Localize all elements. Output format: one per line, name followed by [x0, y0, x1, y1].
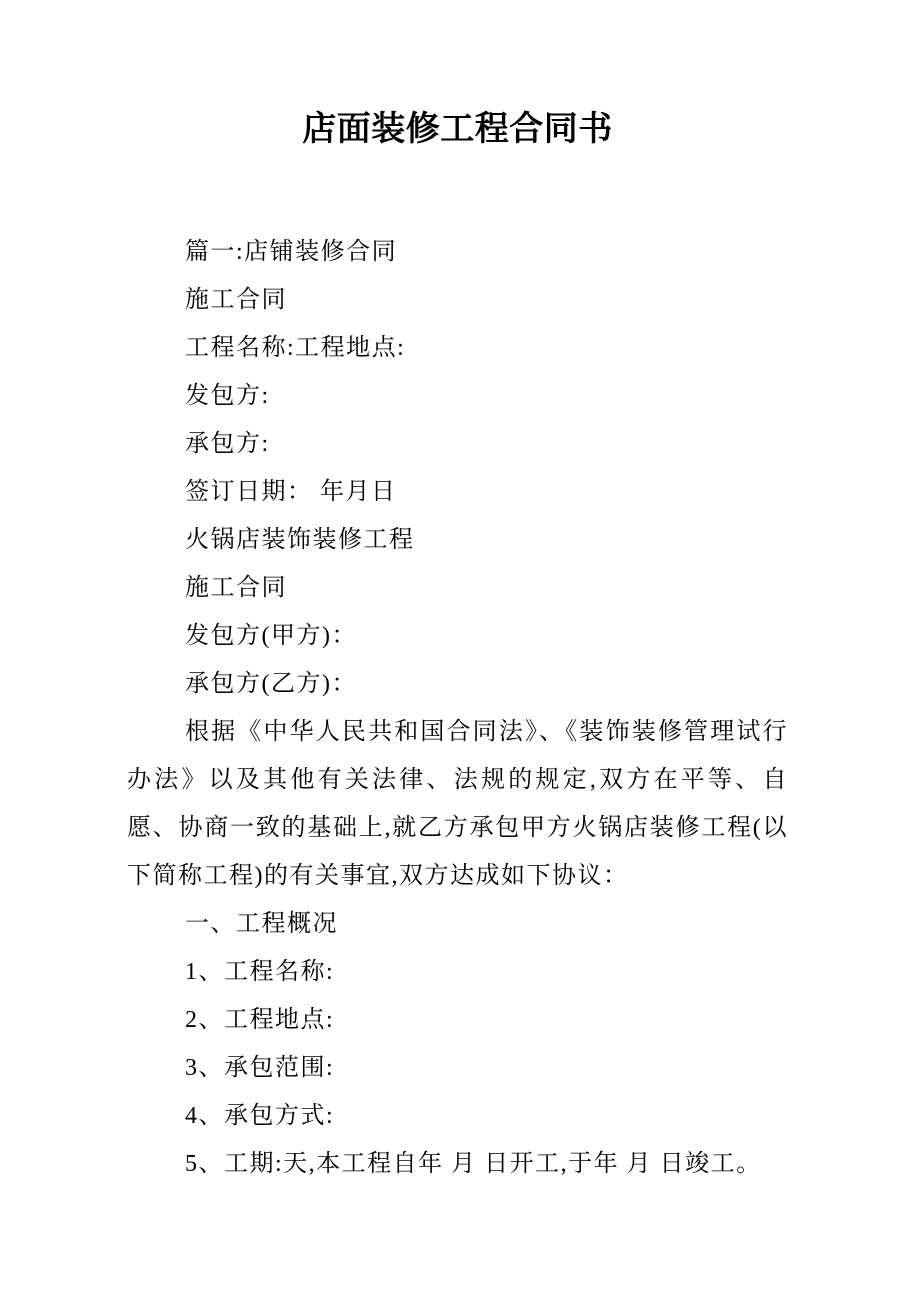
paragraph-preamble: 根据《中华人民共和国合同法》、《装饰装修管理试行办法》以及其他有关法律、法规的规定,双方在平等、自愿、协商一致的基础上,就乙方承包甲方火锅店装修工程(以下简称工程)的有关事宜,双方达成如下协议： [127, 719, 788, 889]
paragraph-party-a: 发包方(甲方)： [185, 623, 357, 649]
paragraph-item-2-project-location: 2、工程地点: [185, 1007, 335, 1033]
document-body [127, 228, 788, 1188]
paragraph-contractor: 承包方: [185, 431, 270, 457]
paragraph-construction-contract-2: 施工合同 [185, 575, 287, 601]
paragraph-item-5-construction-period: 5、工期:天,本工程自年 月 日开工,于年 月 日竣工。 [185, 1151, 762, 1177]
paragraph-signing-date: 签订日期： 年月日 [185, 479, 397, 505]
paragraph-part-one-heading: 篇一:店铺装修合同 [185, 239, 398, 265]
paragraph-employer: 发包方: [185, 383, 270, 409]
paragraph-item-1-project-name: 1、工程名称: [185, 959, 335, 985]
paragraph-item-3-contract-scope: 3、承包范围: [185, 1055, 335, 1081]
paragraph-item-4-contract-method: 4、承包方式: [185, 1103, 335, 1129]
paragraph-section-one-heading: 一、工程概况 [185, 911, 338, 937]
paragraph-party-b: 承包方(乙方)： [185, 671, 357, 697]
paragraph-hotpot-project-title: 火锅店装饰装修工程 [185, 527, 415, 553]
paragraph-construction-contract: 施工合同 [185, 287, 287, 313]
paragraph-project-name-location: 工程名称:工程地点: [185, 335, 406, 361]
document-title: 店面装修工程合同书 [302, 110, 613, 148]
